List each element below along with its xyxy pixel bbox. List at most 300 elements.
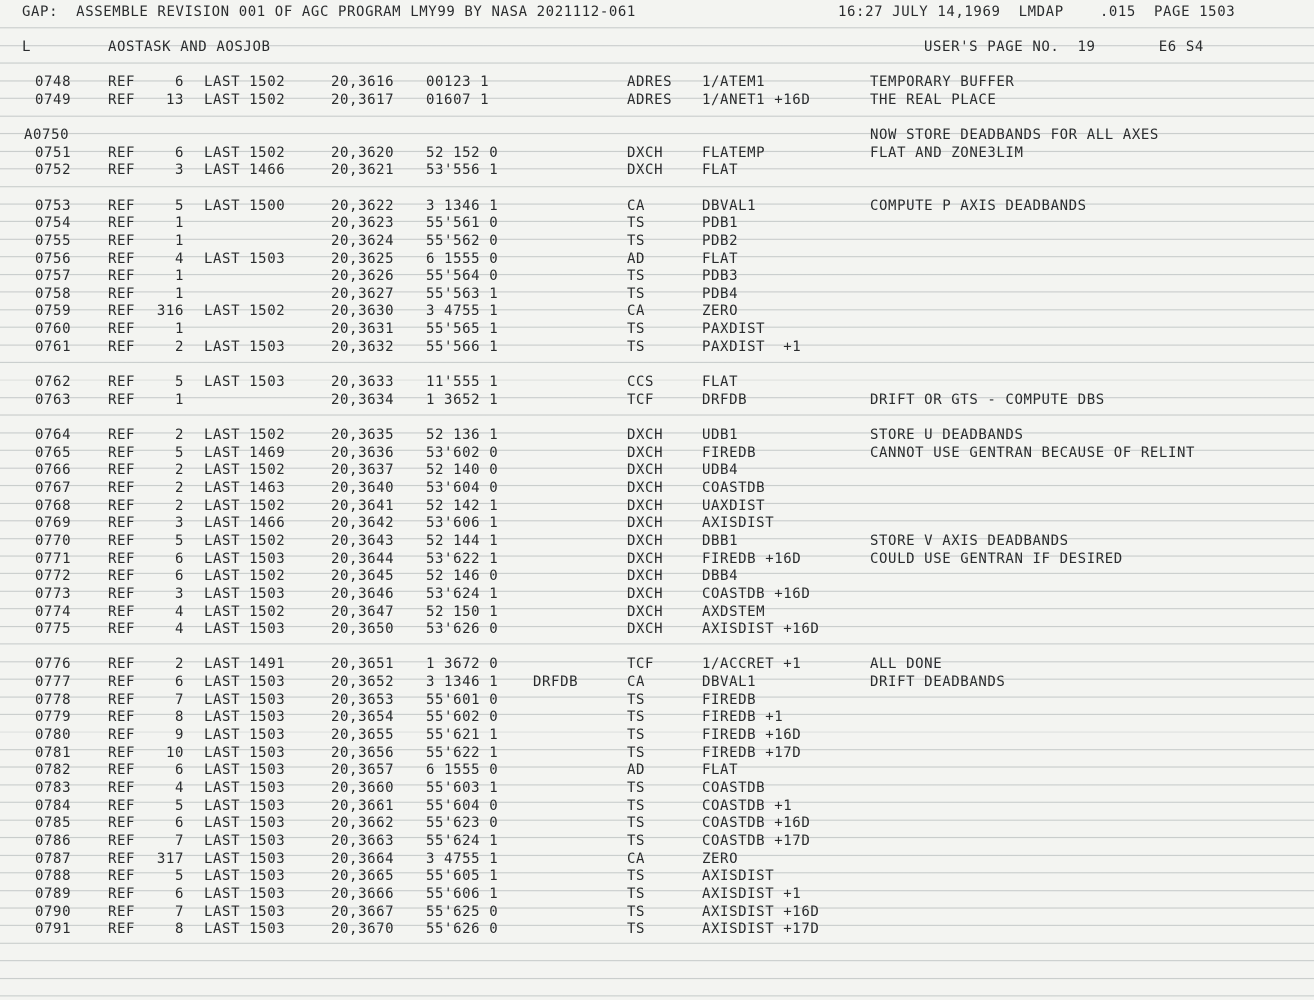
last-ref: LAST 1503: [204, 374, 286, 390]
line-number: 0757: [35, 268, 72, 285]
ref-tag: REF: [108, 709, 136, 726]
ref-tag: REF: [108, 268, 136, 285]
ref-count: 4: [174, 250, 184, 267]
section-title: AOSTASK AND AOSJOB: [108, 39, 271, 55]
line-number: A0750: [24, 127, 70, 143]
address: 20,3620: [331, 144, 395, 161]
ref-tag: REF: [108, 303, 136, 320]
ref-tag: REF: [108, 74, 136, 90]
comment: DRIFT DEADBANDS: [870, 674, 1006, 691]
ref-count: 6: [174, 568, 184, 585]
machine-code: 55'566 1: [426, 338, 499, 355]
last-ref: LAST 1503: [204, 797, 286, 814]
ref-count: 5: [174, 532, 184, 549]
operand: 1/ATEM1: [702, 74, 766, 90]
ref-count: 6: [174, 550, 184, 567]
last-ref: LAST 1466: [204, 162, 286, 179]
operand: DBVAL1: [702, 674, 757, 691]
last-ref: LAST 1502: [204, 497, 286, 514]
ref-tag: REF: [108, 621, 136, 638]
operand: FIREDB +17D: [702, 744, 802, 761]
address: 20,3636: [331, 444, 395, 461]
address: 20,3657: [331, 762, 395, 779]
comment: STORE V AXIS DEADBANDS: [870, 532, 1069, 549]
opcode: TS: [627, 815, 646, 832]
address: 20,3666: [331, 885, 395, 902]
operand: AXISDIST: [702, 868, 775, 885]
last-ref: LAST 1503: [204, 621, 286, 638]
last-ref: LAST 1469: [204, 444, 286, 461]
last-ref: LAST 1502: [204, 603, 286, 620]
ref-count: 2: [174, 462, 184, 479]
opcode: DXCH: [627, 568, 664, 585]
opcode: TS: [627, 885, 646, 902]
line-number: 0754: [35, 215, 72, 232]
operand: AXDSTEM: [702, 603, 766, 620]
ref-count: 7: [174, 832, 184, 849]
last-ref: LAST 1466: [204, 515, 286, 532]
opcode: DXCH: [627, 162, 664, 179]
line-number: 0748: [35, 74, 72, 90]
address: 20,3660: [331, 780, 395, 796]
line-number: 0778: [35, 691, 72, 708]
ref-tag: REF: [108, 532, 136, 549]
ref-count: 3: [174, 585, 184, 602]
line-number: 0771: [35, 550, 72, 567]
machine-code: 53'606 1: [426, 515, 499, 532]
opcode: DXCH: [627, 585, 664, 602]
line-number: 0790: [35, 903, 72, 920]
address: 20,3663: [331, 832, 395, 849]
machine-code: 6 1555 0: [426, 250, 499, 267]
operand: AXISDIST +17D: [702, 921, 820, 938]
ref-count: 1: [174, 321, 184, 338]
machine-code: 01607 1: [426, 91, 490, 108]
opcode: TS: [627, 338, 646, 355]
machine-code: 53'604 0: [426, 479, 499, 496]
address: 20,3634: [331, 391, 395, 408]
line-number: 0787: [35, 850, 72, 867]
ref-tag: REF: [108, 885, 136, 902]
operand: PDB2: [702, 232, 739, 249]
address: 20,3647: [331, 603, 395, 620]
opcode: CA: [627, 197, 646, 214]
ref-tag: REF: [108, 285, 136, 302]
address: 20,3635: [331, 427, 395, 443]
line-number: 0776: [35, 656, 72, 673]
address: 20,3651: [331, 656, 395, 673]
operand: PAXDIST +1: [702, 338, 802, 355]
machine-code: 3 4755 1: [426, 303, 499, 320]
machine-code: 55'621 1: [426, 727, 499, 743]
operand: FLAT: [702, 250, 739, 267]
line-number: 0791: [35, 921, 72, 938]
line-number: 0768: [35, 497, 72, 514]
line-number: 0788: [35, 868, 72, 885]
machine-code: 55'623 0: [426, 815, 499, 832]
operand: COASTDB +16D: [702, 815, 811, 832]
machine-code: 1 3652 1: [426, 391, 499, 408]
opcode: TS: [627, 232, 646, 249]
address: 20,3646: [331, 585, 395, 602]
last-ref: LAST 1503: [204, 250, 286, 267]
ref-tag: REF: [108, 868, 136, 885]
address: 20,3650: [331, 621, 395, 638]
opcode: TS: [627, 868, 646, 885]
last-ref: LAST 1502: [204, 427, 286, 443]
opcode: DXCH: [627, 603, 664, 620]
header-marker: L: [22, 39, 32, 55]
opcode: ADRES: [627, 91, 673, 108]
opcode: TS: [627, 268, 646, 285]
operand: FLAT: [702, 374, 739, 390]
line-number: 0784: [35, 797, 72, 814]
machine-code: 55'624 1: [426, 832, 499, 849]
machine-code: 55'601 0: [426, 691, 499, 708]
ref-tag: REF: [108, 197, 136, 214]
machine-code: 53'602 0: [426, 444, 499, 461]
machine-code: 55'625 0: [426, 903, 499, 920]
ref-count: 3: [174, 515, 184, 532]
machine-code: 3 1346 1: [426, 197, 499, 214]
ref-count: 5: [174, 374, 184, 390]
ref-tag: REF: [108, 462, 136, 479]
ref-count: 8: [174, 709, 184, 726]
machine-code: 55'605 1: [426, 868, 499, 885]
opcode: TS: [627, 321, 646, 338]
line-number: 0770: [35, 532, 72, 549]
address: 20,3656: [331, 744, 395, 761]
last-ref: LAST 1502: [204, 568, 286, 585]
address: 20,3632: [331, 338, 395, 355]
operand: ZERO: [702, 303, 739, 320]
ref-count: 8: [174, 921, 184, 938]
operand: AXISDIST +1: [702, 885, 802, 902]
ref-tag: REF: [108, 232, 136, 249]
last-ref: LAST 1503: [204, 903, 286, 920]
opcode: TS: [627, 691, 646, 708]
opcode: DXCH: [627, 515, 664, 532]
ref-count: 6: [174, 74, 184, 90]
opcode: DXCH: [627, 621, 664, 638]
ref-tag: REF: [108, 391, 136, 408]
address: 20,3654: [331, 709, 395, 726]
ref-count: 5: [174, 868, 184, 885]
line-number: 0752: [35, 162, 72, 179]
operand: AXISDIST +16D: [702, 621, 820, 638]
last-ref: LAST 1503: [204, 744, 286, 761]
opcode: DXCH: [627, 532, 664, 549]
machine-code: 55'602 0: [426, 709, 499, 726]
machine-code: 55'606 1: [426, 885, 499, 902]
operand: AXISDIST: [702, 515, 775, 532]
ref-tag: REF: [108, 762, 136, 779]
last-ref: LAST 1502: [204, 144, 286, 161]
line-number: 0765: [35, 444, 72, 461]
operand: DBVAL1: [702, 197, 757, 214]
ref-tag: REF: [108, 91, 136, 108]
line-number: 0758: [35, 285, 72, 302]
address: 20,3644: [331, 550, 395, 567]
operand: UDB4: [702, 462, 739, 479]
ref-count: 6: [174, 762, 184, 779]
header-line-2: [0, 39, 1204, 56]
ref-count: 317: [156, 850, 184, 867]
ref-count: 2: [174, 427, 184, 443]
opcode: DXCH: [627, 444, 664, 461]
ref-tag: REF: [108, 444, 136, 461]
operand: UAXDIST: [702, 497, 766, 514]
operand: COASTDB +16D: [702, 585, 811, 602]
opcode: DXCH: [627, 427, 664, 443]
line-number: 0783: [35, 780, 72, 796]
last-ref: LAST 1503: [204, 780, 286, 796]
last-ref: LAST 1503: [204, 674, 286, 691]
ref-count: 6: [174, 815, 184, 832]
ref-tag: REF: [108, 427, 136, 443]
ref-tag: REF: [108, 744, 136, 761]
ref-tag: REF: [108, 497, 136, 514]
ref-tag: REF: [108, 338, 136, 355]
operand: COASTDB: [702, 479, 766, 496]
machine-code: 53'556 1: [426, 162, 499, 179]
line-number: 0756: [35, 250, 72, 267]
last-ref: LAST 1503: [204, 762, 286, 779]
opcode: TS: [627, 903, 646, 920]
ref-count: 4: [174, 621, 184, 638]
machine-code: 55'563 1: [426, 285, 499, 302]
address: 20,3642: [331, 515, 395, 532]
last-ref: LAST 1503: [204, 727, 286, 743]
timestamp-page: 16:27 JULY 14,1969 LMDAP .015 PAGE 1503: [838, 4, 1236, 20]
operand: UDB1: [702, 427, 739, 443]
operand: PDB3: [702, 268, 739, 285]
last-ref: LAST 1463: [204, 479, 286, 496]
machine-code: 55'622 1: [426, 744, 499, 761]
last-ref: LAST 1502: [204, 74, 286, 90]
machine-code: 52 150 1: [426, 603, 499, 620]
ref-tag: REF: [108, 479, 136, 496]
opcode: TS: [627, 921, 646, 938]
machine-code: 53'624 1: [426, 585, 499, 602]
ref-tag: REF: [108, 797, 136, 814]
last-ref: LAST 1502: [204, 462, 286, 479]
opcode: TS: [627, 780, 646, 796]
last-ref: LAST 1503: [204, 850, 286, 867]
ref-tag: REF: [108, 550, 136, 567]
machine-code: 52 144 1: [426, 532, 499, 549]
ref-count: 10: [165, 744, 184, 761]
ref-tag: REF: [108, 674, 136, 691]
ref-tag: REF: [108, 374, 136, 390]
machine-code: 3 1346 1: [426, 674, 499, 691]
machine-code: 52 152 0: [426, 144, 499, 161]
ref-count: 1: [174, 268, 184, 285]
line-number: 0761: [35, 338, 72, 355]
comment: ALL DONE: [870, 656, 943, 673]
comment: TEMPORARY BUFFER: [870, 74, 1015, 90]
address: 20,3622: [331, 197, 395, 214]
line-number: 0769: [35, 515, 72, 532]
operand: COASTDB +1: [702, 797, 793, 814]
opcode: CCS: [627, 374, 655, 390]
ref-tag: REF: [108, 321, 136, 338]
opcode: DXCH: [627, 462, 664, 479]
ref-count: 2: [174, 497, 184, 514]
ref-count: 316: [156, 303, 184, 320]
opcode: TCF: [627, 391, 655, 408]
line-number: 0775: [35, 621, 72, 638]
line-number: 0780: [35, 727, 72, 743]
opcode: TS: [627, 832, 646, 849]
opcode: ADRES: [627, 74, 673, 90]
machine-code: 55'564 0: [426, 268, 499, 285]
symbol-label: DRFDB: [533, 674, 579, 691]
address: 20,3621: [331, 162, 395, 179]
ref-tag: REF: [108, 832, 136, 849]
opcode: TS: [627, 285, 646, 302]
opcode: CA: [627, 303, 646, 320]
last-ref: LAST 1503: [204, 691, 286, 708]
operand: DRFDB: [702, 391, 748, 408]
address: 20,3616: [331, 74, 395, 90]
operand: AXISDIST +16D: [702, 903, 820, 920]
machine-code: 55'603 1: [426, 780, 499, 796]
operand: ZERO: [702, 850, 739, 867]
line-number: 0755: [35, 232, 72, 249]
last-ref: LAST 1503: [204, 921, 286, 938]
ref-count: 2: [174, 479, 184, 496]
machine-code: 55'561 0: [426, 215, 499, 232]
operand: FIREDB: [702, 444, 757, 461]
ref-tag: REF: [108, 215, 136, 232]
operand: FLAT: [702, 162, 739, 179]
ref-tag: REF: [108, 656, 136, 673]
line-number: 0749: [35, 91, 72, 108]
ref-tag: REF: [108, 850, 136, 867]
comment: CANNOT USE GENTRAN BECAUSE OF RELINT: [870, 444, 1196, 461]
ref-count: 13: [165, 91, 184, 108]
machine-code: 55'604 0: [426, 797, 499, 814]
comment: COULD USE GENTRAN IF DESIRED: [870, 550, 1123, 567]
ref-tag: REF: [108, 903, 136, 920]
ref-count: 6: [174, 144, 184, 161]
machine-code: 1 3672 0: [426, 656, 499, 673]
last-ref: LAST 1502: [204, 303, 286, 320]
comment: COMPUTE P AXIS DEADBANDS: [870, 197, 1087, 214]
ref-count: 4: [174, 780, 184, 796]
ref-count: 6: [174, 885, 184, 902]
ref-count: 2: [174, 656, 184, 673]
ref-count: 1: [174, 285, 184, 302]
operand: PDB4: [702, 285, 739, 302]
last-ref: LAST 1503: [204, 832, 286, 849]
operand: 1/ACCRET +1: [702, 656, 802, 673]
opcode: TS: [627, 215, 646, 232]
address: 20,3641: [331, 497, 395, 514]
ref-tag: REF: [108, 585, 136, 602]
ref-count: 4: [174, 603, 184, 620]
last-ref: LAST 1503: [204, 868, 286, 885]
opcode: TS: [627, 727, 646, 743]
machine-code: 52 136 1: [426, 427, 499, 443]
opcode: DXCH: [627, 550, 664, 567]
line-number: 0762: [35, 374, 72, 390]
last-ref: LAST 1500: [204, 197, 286, 214]
machine-code: 53'622 1: [426, 550, 499, 567]
ref-count: 1: [174, 391, 184, 408]
operand: DBB1: [702, 532, 739, 549]
address: 20,3630: [331, 303, 395, 320]
last-ref: LAST 1491: [204, 656, 286, 673]
last-ref: LAST 1503: [204, 585, 286, 602]
header-line-1: [0, 4, 1236, 21]
line-number: 0766: [35, 462, 72, 479]
last-ref: LAST 1502: [204, 532, 286, 549]
opcode: DXCH: [627, 144, 664, 161]
ref-tag: REF: [108, 727, 136, 743]
line-number: 0772: [35, 568, 72, 585]
line-number: 0785: [35, 815, 72, 832]
ref-tag: REF: [108, 250, 136, 267]
ref-tag: REF: [108, 815, 136, 832]
address: 20,3645: [331, 568, 395, 585]
line-number: 0777: [35, 674, 72, 691]
address: 20,3637: [331, 462, 395, 479]
operand: FIREDB: [702, 691, 757, 708]
opcode: AD: [627, 762, 646, 779]
ref-count: 2: [174, 338, 184, 355]
last-ref: LAST 1503: [204, 709, 286, 726]
line-number: 0789: [35, 885, 72, 902]
machine-code: 52 146 0: [426, 568, 499, 585]
address: 20,3662: [331, 815, 395, 832]
ref-count: 5: [174, 197, 184, 214]
ref-tag: REF: [108, 144, 136, 161]
machine-code: 52 142 1: [426, 497, 499, 514]
line-number: 0759: [35, 303, 72, 320]
machine-code: 55'562 0: [426, 232, 499, 249]
address: 20,3631: [331, 321, 395, 338]
ref-count: 5: [174, 797, 184, 814]
machine-code: 55'626 0: [426, 921, 499, 938]
ref-count: 9: [174, 727, 184, 743]
operand: FLATEMP: [702, 144, 766, 161]
opcode: TS: [627, 709, 646, 726]
opcode: DXCH: [627, 479, 664, 496]
line-number: 0774: [35, 603, 72, 620]
ref-tag: REF: [108, 162, 136, 179]
ref-tag: REF: [108, 603, 136, 620]
assembly-title: GAP: ASSEMBLE REVISION 001 OF AGC PROGRAM LMY99 BY NASA 2021112-061: [22, 4, 636, 20]
ref-count: 1: [174, 232, 184, 249]
address: 20,3640: [331, 479, 395, 496]
last-ref: LAST 1503: [204, 338, 286, 355]
address: 20,3664: [331, 850, 395, 867]
address: 20,3653: [331, 691, 395, 708]
comment: FLAT AND ZONE3LIM: [870, 144, 1024, 161]
operand: FIREDB +16D: [702, 727, 802, 743]
machine-code: 11'555 1: [426, 374, 499, 390]
machine-code: 6 1555 0: [426, 762, 499, 779]
address: 20,3670: [331, 921, 395, 938]
address: 20,3625: [331, 250, 395, 267]
comment: THE REAL PLACE: [870, 91, 997, 108]
address: 20,3627: [331, 285, 395, 302]
line-number: 0781: [35, 744, 72, 761]
opcode: DXCH: [627, 497, 664, 514]
ref-tag: REF: [108, 515, 136, 532]
